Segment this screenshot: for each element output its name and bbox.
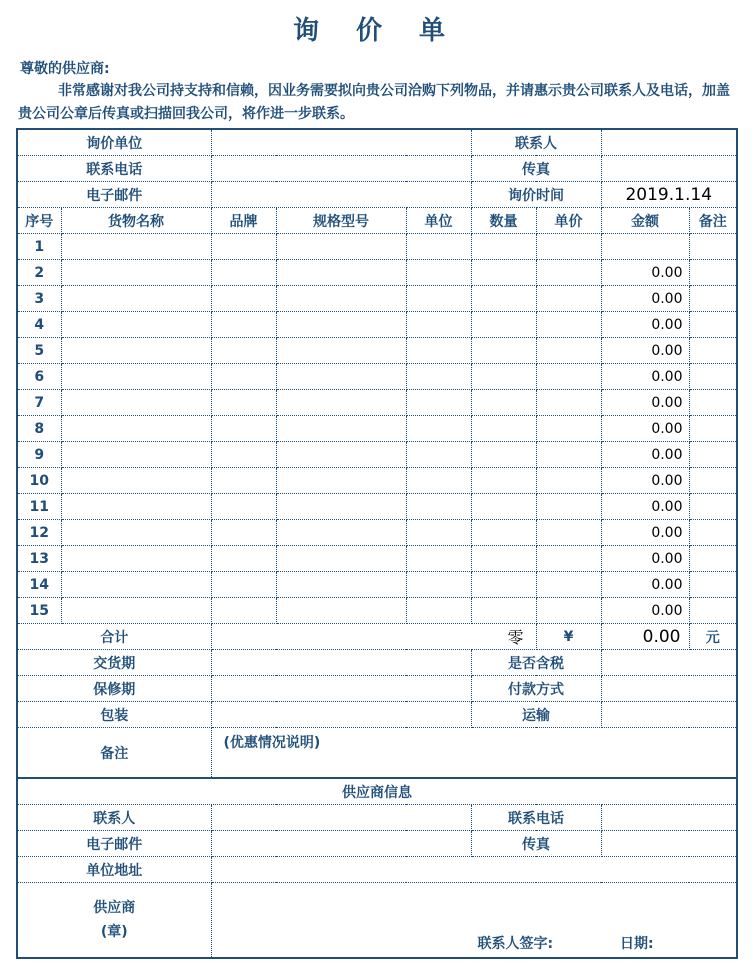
terms-row-2 bbox=[17, 676, 737, 702]
table-row bbox=[17, 364, 737, 390]
cell-brand[interactable] bbox=[211, 260, 276, 286]
inquiry-date-field[interactable]: 2019.1.14 bbox=[601, 182, 737, 208]
supplier-contact-label: 联系人 bbox=[17, 805, 211, 831]
total-chinese: 零 bbox=[211, 624, 536, 650]
cell-qty[interactable] bbox=[471, 416, 536, 442]
cell-model[interactable] bbox=[276, 260, 406, 286]
cell-brand[interactable] bbox=[211, 442, 276, 468]
cell-brand[interactable] bbox=[211, 468, 276, 494]
cell-no: 10 bbox=[17, 468, 61, 494]
supplier-address-label: 单位地址 bbox=[17, 857, 211, 883]
cell-remark[interactable] bbox=[689, 520, 737, 546]
payment-label: 付款方式 bbox=[471, 676, 601, 702]
supplier-address-field[interactable] bbox=[211, 857, 737, 883]
cell-no: 5 bbox=[17, 338, 61, 364]
warranty-field[interactable] bbox=[211, 676, 471, 702]
cell-unit[interactable] bbox=[406, 286, 471, 312]
total-label: 合计 bbox=[17, 624, 211, 650]
cell-amount: 0.00 bbox=[601, 598, 689, 624]
cell-amount: 0.00 bbox=[601, 468, 689, 494]
cell-model[interactable] bbox=[276, 234, 406, 260]
table-row bbox=[17, 468, 737, 494]
cell-unit[interactable] bbox=[406, 520, 471, 546]
cell-unit[interactable] bbox=[406, 364, 471, 390]
cell-remark[interactable] bbox=[689, 468, 737, 494]
table-row bbox=[17, 572, 737, 598]
cell-qty[interactable] bbox=[471, 390, 536, 416]
cell-price[interactable] bbox=[536, 312, 601, 338]
cell-remark[interactable] bbox=[689, 260, 737, 286]
cell-qty[interactable] bbox=[471, 468, 536, 494]
cell-no: 14 bbox=[17, 572, 61, 598]
table-row bbox=[17, 598, 737, 624]
cell-no: 8 bbox=[17, 416, 61, 442]
inquiry-unit-label: 询价单位 bbox=[17, 129, 211, 156]
cell-no: 2 bbox=[17, 260, 61, 286]
cell-name[interactable] bbox=[61, 546, 211, 572]
inquiry-time-label: 询价时间 bbox=[471, 182, 601, 208]
cell-model[interactable] bbox=[276, 338, 406, 364]
supplier-row-3 bbox=[17, 857, 737, 883]
table-row bbox=[17, 416, 737, 442]
cell-price[interactable] bbox=[536, 572, 601, 598]
cell-remark[interactable] bbox=[689, 234, 737, 260]
cell-qty[interactable] bbox=[471, 442, 536, 468]
cell-name[interactable] bbox=[61, 234, 211, 260]
supplier-row-1 bbox=[17, 805, 737, 831]
cell-brand[interactable] bbox=[211, 598, 276, 624]
cell-qty[interactable] bbox=[471, 260, 536, 286]
greeting: 尊敬的供应商: bbox=[20, 61, 110, 77]
cell-no: 6 bbox=[17, 364, 61, 390]
fax-field[interactable] bbox=[601, 156, 737, 182]
supplier-title-row bbox=[17, 778, 737, 805]
cell-remark[interactable] bbox=[689, 364, 737, 390]
info-row-2 bbox=[17, 156, 737, 182]
date-label: 日期: bbox=[619, 936, 654, 952]
table-row bbox=[17, 494, 737, 520]
supplier-email-field[interactable] bbox=[211, 831, 471, 857]
cell-name[interactable] bbox=[61, 286, 211, 312]
cell-unit[interactable] bbox=[406, 338, 471, 364]
cell-amount: 0.00 bbox=[601, 364, 689, 390]
inquiry-table bbox=[16, 128, 738, 959]
page-title: 询 价 单 bbox=[292, 16, 460, 46]
inquiry-unit-field[interactable] bbox=[211, 129, 471, 156]
supplier-contact-field[interactable] bbox=[211, 805, 471, 831]
cell-amount: 0.00 bbox=[601, 312, 689, 338]
cell-model[interactable] bbox=[276, 442, 406, 468]
cell-name[interactable] bbox=[61, 442, 211, 468]
header-row bbox=[17, 208, 737, 234]
remark-row bbox=[17, 728, 737, 779]
cell-no: 12 bbox=[17, 520, 61, 546]
cell-name[interactable] bbox=[61, 468, 211, 494]
table-row bbox=[17, 312, 737, 338]
packing-field[interactable] bbox=[211, 702, 471, 728]
cell-name[interactable] bbox=[61, 390, 211, 416]
cell-unit[interactable] bbox=[406, 390, 471, 416]
cell-unit[interactable] bbox=[406, 572, 471, 598]
cell-amount: 0.00 bbox=[601, 520, 689, 546]
cell-brand[interactable] bbox=[211, 572, 276, 598]
cell-model[interactable] bbox=[276, 416, 406, 442]
cell-brand[interactable] bbox=[211, 234, 276, 260]
cell-name[interactable] bbox=[61, 520, 211, 546]
packing-label: 包装 bbox=[17, 702, 211, 728]
cell-remark[interactable] bbox=[689, 598, 737, 624]
remark-label: 备注 bbox=[17, 728, 211, 779]
total-row bbox=[17, 624, 737, 650]
supplier-stamp-label bbox=[17, 883, 211, 959]
col-price-header: 单价 bbox=[536, 208, 601, 234]
cell-unit[interactable] bbox=[406, 494, 471, 520]
col-no-header: 序号 bbox=[17, 208, 61, 234]
cell-amount: 0.00 bbox=[601, 546, 689, 572]
cell-qty[interactable] bbox=[471, 364, 536, 390]
supplier-section-title: 供应商信息 bbox=[17, 778, 737, 805]
col-brand-header: 品牌 bbox=[211, 208, 276, 234]
cell-name[interactable] bbox=[61, 494, 211, 520]
table-row bbox=[17, 260, 737, 286]
email-field[interactable] bbox=[211, 182, 471, 208]
cell-no: 1 bbox=[17, 234, 61, 260]
cell-price[interactable] bbox=[536, 468, 601, 494]
contact-label: 联系人 bbox=[471, 129, 601, 156]
cell-price[interactable] bbox=[536, 520, 601, 546]
cell-remark[interactable] bbox=[689, 390, 737, 416]
cell-no: 3 bbox=[17, 286, 61, 312]
cell-unit[interactable] bbox=[406, 234, 471, 260]
cell-no: 11 bbox=[17, 494, 61, 520]
cell-model[interactable] bbox=[276, 364, 406, 390]
cell-brand[interactable] bbox=[211, 312, 276, 338]
cell-price[interactable] bbox=[536, 390, 601, 416]
cell-brand[interactable] bbox=[211, 416, 276, 442]
cell-no: 4 bbox=[17, 312, 61, 338]
cell-price[interactable] bbox=[536, 494, 601, 520]
cell-name[interactable] bbox=[61, 312, 211, 338]
cell-remark[interactable] bbox=[689, 494, 737, 520]
cell-no: 9 bbox=[17, 442, 61, 468]
cell-brand[interactable] bbox=[211, 390, 276, 416]
shipping-label: 运输 bbox=[471, 702, 601, 728]
cell-price[interactable] bbox=[536, 260, 601, 286]
cell-price[interactable] bbox=[536, 442, 601, 468]
cell-amount: 0.00 bbox=[601, 260, 689, 286]
phone-label: 联系电话 bbox=[17, 156, 211, 182]
cell-no: 7 bbox=[17, 390, 61, 416]
cell-model[interactable] bbox=[276, 546, 406, 572]
cell-amount bbox=[601, 234, 689, 260]
cell-unit[interactable] bbox=[406, 416, 471, 442]
cell-name[interactable] bbox=[61, 416, 211, 442]
cell-qty[interactable] bbox=[471, 520, 536, 546]
cell-brand[interactable] bbox=[211, 364, 276, 390]
cell-price[interactable] bbox=[536, 546, 601, 572]
cell-remark[interactable] bbox=[689, 338, 737, 364]
cell-amount: 0.00 bbox=[601, 494, 689, 520]
intro-text: 非常感谢对我公司持支持和信赖，因业务需要拟向贵公司洽购下列物品，并请惠示贵公司联系人及电话，加盖贵公司公章后传真或扫描回我公司，将作进一步联系。 bbox=[18, 83, 730, 122]
supplier-stamp-area[interactable] bbox=[211, 883, 737, 959]
table-row bbox=[17, 390, 737, 416]
table-row bbox=[17, 338, 737, 364]
col-name-header: 货物名称 bbox=[61, 208, 211, 234]
supplier-email-label: 电子邮件 bbox=[17, 831, 211, 857]
cell-price[interactable] bbox=[536, 364, 601, 390]
supplier-fax-field[interactable] bbox=[601, 831, 737, 857]
cell-amount: 0.00 bbox=[601, 572, 689, 598]
cell-unit[interactable] bbox=[406, 468, 471, 494]
terms-row-1 bbox=[17, 650, 737, 676]
cell-unit[interactable] bbox=[406, 442, 471, 468]
cell-remark[interactable] bbox=[689, 416, 737, 442]
cell-price[interactable] bbox=[536, 286, 601, 312]
total-unit: 元 bbox=[689, 624, 737, 650]
cell-amount: 0.00 bbox=[601, 416, 689, 442]
cell-model[interactable] bbox=[276, 286, 406, 312]
col-remark-header: 备注 bbox=[689, 208, 737, 234]
cell-model[interactable] bbox=[276, 494, 406, 520]
remark-field[interactable]: (优惠情况说明) bbox=[211, 728, 737, 779]
cell-name[interactable] bbox=[61, 572, 211, 598]
cell-brand[interactable] bbox=[211, 520, 276, 546]
cell-amount: 0.00 bbox=[601, 442, 689, 468]
cell-qty[interactable] bbox=[471, 286, 536, 312]
col-qty-header: 数量 bbox=[471, 208, 536, 234]
total-amount: 0.00 bbox=[601, 624, 689, 650]
table-row bbox=[17, 442, 737, 468]
cell-name[interactable] bbox=[61, 260, 211, 286]
currency-symbol: ¥ bbox=[536, 624, 601, 650]
payment-field[interactable] bbox=[601, 676, 737, 702]
supplier-stamp-row bbox=[17, 883, 737, 959]
fax-label: 传真 bbox=[471, 156, 601, 182]
cell-remark[interactable] bbox=[689, 312, 737, 338]
cell-price[interactable] bbox=[536, 416, 601, 442]
cell-model[interactable] bbox=[276, 468, 406, 494]
cell-price[interactable] bbox=[536, 234, 601, 260]
cell-unit[interactable] bbox=[406, 260, 471, 286]
terms-row-3 bbox=[17, 702, 737, 728]
signature-label: 联系人签字: bbox=[477, 936, 554, 952]
supplier-fax-label: 传真 bbox=[471, 831, 601, 857]
cell-amount: 0.00 bbox=[601, 390, 689, 416]
cell-brand[interactable] bbox=[211, 494, 276, 520]
table-row bbox=[17, 520, 737, 546]
col-amount-header: 金额 bbox=[601, 208, 689, 234]
table-row bbox=[17, 546, 737, 572]
tax-field[interactable] bbox=[601, 650, 737, 676]
delivery-label: 交货期 bbox=[17, 650, 211, 676]
supplier-stamp-line1: 供应商 bbox=[93, 900, 136, 916]
cell-remark[interactable] bbox=[689, 546, 737, 572]
cell-price[interactable] bbox=[536, 338, 601, 364]
cell-qty[interactable] bbox=[471, 234, 536, 260]
cell-qty[interactable] bbox=[471, 546, 536, 572]
cell-name[interactable] bbox=[61, 364, 211, 390]
supplier-row-2 bbox=[17, 831, 737, 857]
cell-unit[interactable] bbox=[406, 598, 471, 624]
cell-model[interactable] bbox=[276, 572, 406, 598]
cell-no: 15 bbox=[17, 598, 61, 624]
cell-no: 13 bbox=[17, 546, 61, 572]
info-row-3 bbox=[17, 182, 737, 208]
shipping-field[interactable] bbox=[601, 702, 737, 728]
cell-unit[interactable] bbox=[406, 312, 471, 338]
delivery-field[interactable] bbox=[211, 650, 471, 676]
cell-qty[interactable] bbox=[471, 338, 536, 364]
cell-brand[interactable] bbox=[211, 286, 276, 312]
cell-qty[interactable] bbox=[471, 312, 536, 338]
cell-qty[interactable] bbox=[471, 494, 536, 520]
cell-model[interactable] bbox=[276, 390, 406, 416]
cell-qty[interactable] bbox=[471, 598, 536, 624]
cell-price[interactable] bbox=[536, 598, 601, 624]
cell-model[interactable] bbox=[276, 520, 406, 546]
warranty-label: 保修期 bbox=[17, 676, 211, 702]
email-label: 电子邮件 bbox=[17, 182, 211, 208]
col-unit-header: 单位 bbox=[406, 208, 471, 234]
tax-label: 是否含税 bbox=[471, 650, 601, 676]
cell-brand[interactable] bbox=[211, 546, 276, 572]
cell-amount: 0.00 bbox=[601, 338, 689, 364]
cell-unit[interactable] bbox=[406, 546, 471, 572]
cell-qty[interactable] bbox=[471, 572, 536, 598]
cell-remark[interactable] bbox=[689, 286, 737, 312]
cell-amount: 0.00 bbox=[601, 286, 689, 312]
supplier-phone-label: 联系电话 bbox=[471, 805, 601, 831]
info-row-1 bbox=[17, 129, 737, 156]
phone-field[interactable] bbox=[211, 156, 471, 182]
supplier-stamp-line2: (章) bbox=[100, 924, 128, 940]
cell-remark[interactable] bbox=[689, 442, 737, 468]
cell-brand[interactable] bbox=[211, 338, 276, 364]
contact-field[interactable] bbox=[601, 129, 737, 156]
col-model-header: 规格型号 bbox=[276, 208, 406, 234]
cell-name[interactable] bbox=[61, 598, 211, 624]
cell-model[interactable] bbox=[276, 312, 406, 338]
supplier-phone-field[interactable] bbox=[601, 805, 737, 831]
table-row bbox=[17, 286, 737, 312]
cell-name[interactable] bbox=[61, 338, 211, 364]
cell-model[interactable] bbox=[276, 598, 406, 624]
table-row bbox=[17, 234, 737, 260]
cell-remark[interactable] bbox=[689, 572, 737, 598]
